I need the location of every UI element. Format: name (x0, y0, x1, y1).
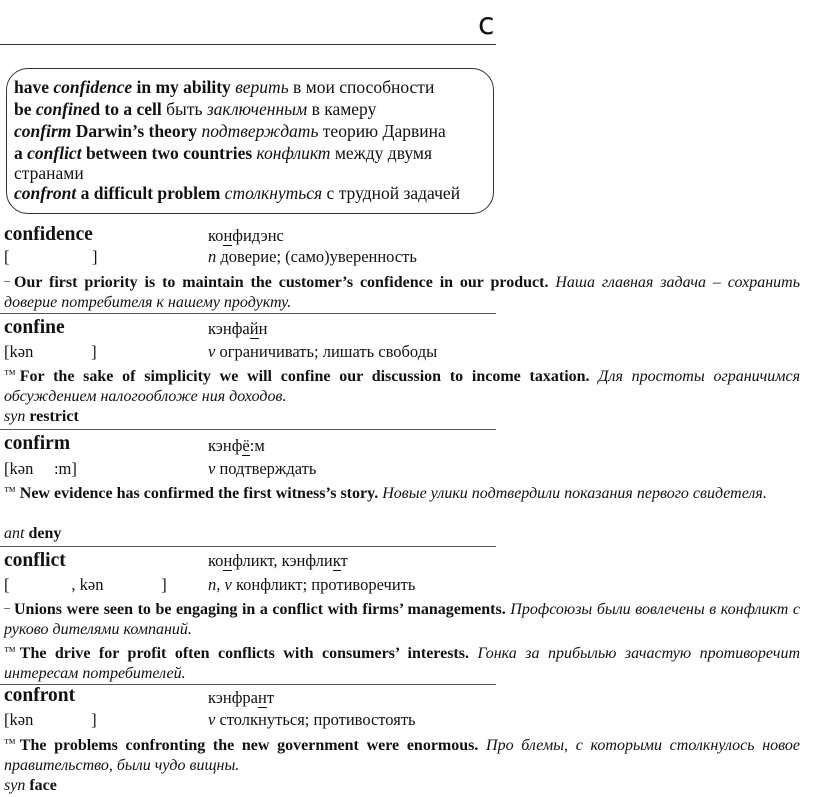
phrase-segment: между двумя (330, 143, 433, 163)
definition: v столкнуться; противостоять (208, 710, 416, 729)
phrase-line (14, 120, 446, 142)
example: – Our first priority is to maintain the customer’s confidence in our product. Наша главная задача – сохранить доверие потребителя к нашему продукту. (4, 273, 801, 311)
transliteration: конфликт, кэнфликт (208, 551, 348, 570)
phrase-segment: заключенным (206, 99, 308, 119)
transliteration: конфидэнс (208, 226, 284, 245)
phrase-segment: конфликт (256, 143, 331, 163)
phrase-line (14, 182, 460, 204)
example: ™ New evidence has confirmed the first witness’s story. Новые улики подтвердили показания первого свидетеля. (4, 484, 767, 502)
phrase-segment: теорию Дарвина (318, 121, 446, 141)
definition: v подтверждать (208, 459, 317, 478)
example: ™ For the sake of simplicity we will confine our discussion to income taxation. Для простоты ограничимся обсуждением налогообложе ния доходов. (4, 367, 801, 405)
definition: n, v конфликт; противоречить (208, 575, 416, 594)
example: ™ The drive for profit often conflicts with consumers’ interests. Гонка за прибылью зачастую противоречит интересам потребителей. (4, 644, 801, 682)
headword-confront: confront (4, 685, 76, 706)
pronunciation: [kən ] (4, 710, 97, 729)
phrase-segment: подтверждать (201, 121, 319, 141)
example: – Unions were seen to be engaging in a conflict with firms’ managements. Профсоюзы были вовлечены в конфликт с руково дителями компаний. (4, 600, 800, 638)
transliteration: кэнфрант (208, 688, 275, 707)
phrase-segment: conflict (27, 143, 82, 163)
phrase-segment: confidence (53, 77, 133, 97)
phrase-segment: between two countries (81, 143, 257, 163)
phrase-segment: странами (14, 163, 84, 183)
headword-confidence: confidence (4, 224, 93, 245)
phrase-segment: в камеру (307, 99, 377, 119)
phrase-line (14, 142, 432, 164)
transliteration: кэнфё:м (208, 436, 265, 455)
phrase-segment: a difficult problem (76, 183, 225, 203)
phrase-line (14, 76, 434, 98)
header-rule (0, 44, 496, 45)
pronunciation: [ ] (4, 247, 98, 266)
headword-conflict: conflict (4, 550, 66, 571)
phrase-segment: confront (14, 183, 77, 203)
phrase-segment: confirm (14, 121, 72, 141)
pronunciation: [ , kən ] (4, 575, 167, 594)
phrase-segment: a (14, 143, 28, 163)
phrase-segment: have (14, 77, 54, 97)
phrase-segment: быть (166, 99, 207, 119)
phrase-segment: столкнуться (224, 183, 323, 203)
phrase-line (14, 162, 84, 184)
phrase-segment: confine (35, 99, 91, 119)
phrase-segment: с трудной задачей (322, 183, 461, 203)
phrase-segment: верить (235, 77, 289, 97)
phrase-segment: Darwin’s theory (71, 121, 202, 141)
page-letter: c (478, 7, 495, 42)
entry-divider (0, 546, 496, 547)
phrase-segment: d to a cell (90, 99, 167, 119)
transliteration: кэнфайн (208, 319, 268, 338)
definition: v ограничивать; лишать свободы (208, 342, 438, 361)
phrase-line (14, 98, 376, 120)
synonym: syn restrict (4, 408, 79, 425)
synonym: syn face (4, 777, 57, 794)
entry-divider (0, 313, 496, 314)
headword-confirm: confirm (4, 433, 71, 454)
phrase-segment: in my ability (132, 77, 236, 97)
definition: n доверие; (само)уверенность (208, 247, 417, 266)
pronunciation: [kən :m] (4, 459, 77, 478)
entry-divider (0, 429, 496, 430)
antonym: ant deny (4, 525, 62, 542)
example: ™ The problems confronting the new government were enormous. Про блемы, с которыми столкнулось новое правительство, были чудо вищны. (4, 736, 801, 774)
phrase-segment: be (14, 99, 36, 119)
pronunciation: [kən ] (4, 342, 97, 361)
phrase-segment: в мои способности (288, 77, 435, 97)
headword-confine: confine (4, 317, 65, 338)
